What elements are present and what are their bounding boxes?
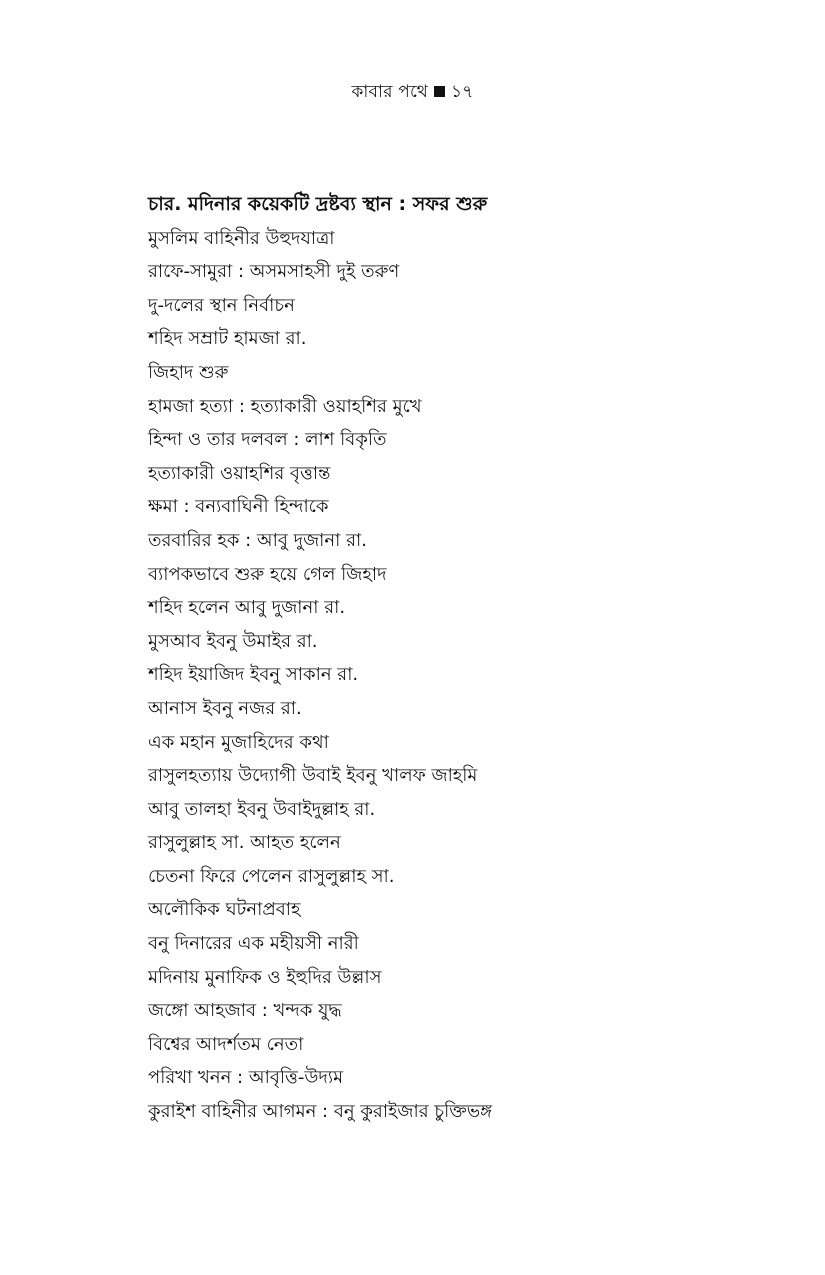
square-bullet-icon: [434, 86, 445, 97]
toc-entry: এক মহান মুজাহিদের কথা: [148, 731, 329, 753]
table-of-contents: [148, 188, 788, 1129]
toc-entry: মুসলিম বাহিনীর উহুদযাত্রা: [148, 227, 335, 249]
book-title: কাবার পথে: [351, 82, 429, 102]
toc-entry: ব্যাপকভাবে শুরু হয়ে গেল জিহাদ: [148, 563, 387, 585]
toc-entry: পরিখা খনন : আবৃত্তি-উদ্যম: [148, 1067, 344, 1089]
toc-entry: বনু দিনারের এক মহীয়সী নারী: [148, 933, 359, 955]
toc-entry: শহিদ সম্রাট হামজা রা.: [148, 328, 307, 350]
toc-entry: শহিদ হলেন আবু দুজানা রা.: [148, 597, 346, 619]
toc-entry: জিহাদ শুরু: [148, 361, 229, 383]
toc-entry: ক্ষমা : বন্যবাঘিনী হিন্দাকে: [148, 496, 329, 518]
page-number: ১৭: [451, 82, 474, 102]
toc-entry: বিশ্বের আদর্শতম নেতা: [148, 1033, 304, 1055]
toc-entry: আনাস ইবনু নজর রা.: [148, 697, 302, 719]
toc-entry: দু-দলের স্থান নির্বাচন: [148, 294, 295, 316]
toc-entry: কুরাইশ বাহিনীর আগমন : বনু কুরাইজার চুক্তিভঙ্গ: [148, 1101, 493, 1123]
toc-entry-list: [148, 222, 788, 1129]
toc-entry: রাফে-সামুরা : অসমসাহসী দুই তরুণ: [148, 261, 400, 283]
toc-entry: হিন্দা ও তার দলবল : লাশ বিকৃতি: [148, 429, 387, 451]
toc-entry: রাসুলহত্যায় উদ্যোগী উবাই ইবনু খালফ জাহমি: [148, 765, 478, 787]
toc-entry: মদিনায় মুনাফিক ও ইহুদির উল্লাস: [148, 966, 382, 988]
toc-entry: জঙ্গো আহজাব : খন্দক যুদ্ধ: [148, 1000, 342, 1022]
toc-entry: চেতনা ফিরে পেলেন রাসুলুল্লাহ সা.: [148, 865, 395, 887]
chapter-title: চার. মদিনার কয়েকটি দ্রষ্টব্য স্থান : সফর শুরু: [148, 193, 488, 215]
toc-entry: শহিদ ইয়াজিদ ইবনু সাকান রা.: [148, 664, 359, 686]
toc-entry: রাসুলুল্লাহ সা. আহত হলেন: [148, 832, 341, 854]
toc-entry: তরবারির হক : আবু দুজানা রা.: [148, 529, 367, 551]
toc-entry: হামজা হত্যা : হত্যাকারী ওয়াহশির মুখে: [148, 395, 422, 417]
running-header: [0, 80, 825, 104]
toc-entry: হত্যাকারী ওয়াহশির বৃত্তান্ত: [148, 462, 331, 484]
toc-entry: মুসআব ইবনু উমাইর রা.: [148, 630, 318, 652]
toc-entry: অলৌকিক ঘটনাপ্রবাহ: [148, 899, 301, 921]
toc-entry: আবু তালহা ইবনু উবাইদুল্লাহ রা.: [148, 798, 376, 820]
